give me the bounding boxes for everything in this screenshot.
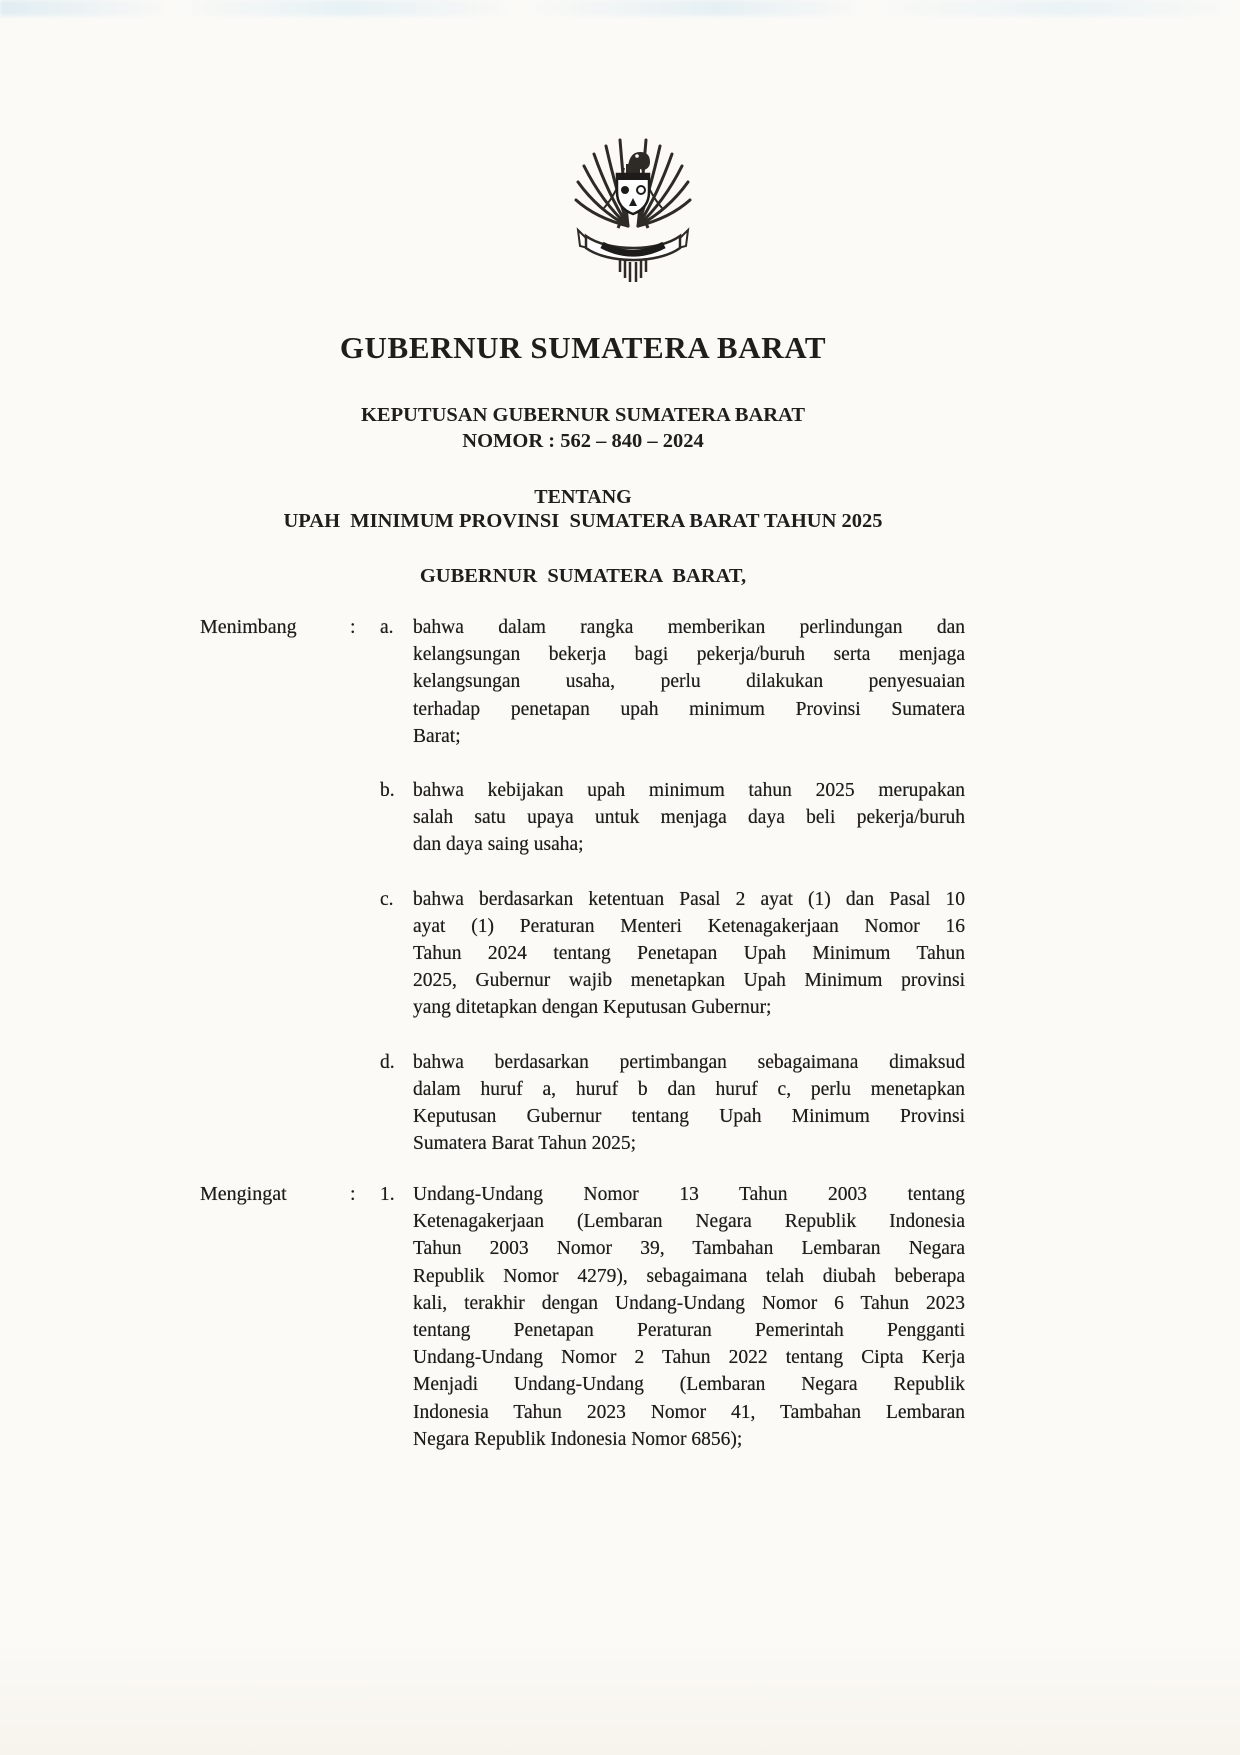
considering-item-d — [380, 1049, 965, 1158]
authority-title: GUBERNUR SUMATERA BARAT — [339, 330, 827, 365]
text-line: Tahun 2003 Nomor 39, Tambahan Lembaran Negara — [413, 1238, 965, 1260]
item-marker: a. — [380, 617, 394, 638]
text-line: Keputusan Gubernur tentang Upah Minimum Provinsi — [413, 1106, 965, 1128]
item-marker: 1. — [380, 1184, 395, 1205]
text-line: Negara Republik Indonesia Nomor 6856); — [413, 1428, 743, 1450]
text-line: 2025, Gubernur wajib menetapkan Upah Minimum provinsi — [413, 970, 965, 992]
text-line: kali, terakhir dengan Undang-Undang Nomor 6 Tahun 2023 — [413, 1292, 965, 1314]
item-marker: c. — [380, 888, 394, 910]
text-line: Tahun 2024 tentang Penetapan Upah Minimum Tahun — [413, 943, 965, 965]
item-marker: d. — [380, 1051, 395, 1073]
text-line: Republik Nomor 4279), sebagaimana telah diubah beberapa — [413, 1265, 965, 1287]
text-line: dalam huruf a, huruf b dan huruf c, perlu menetapkan — [413, 1078, 965, 1100]
text-line: bahwa berdasarkan ketentuan Pasal 2 ayat (1) dan Pasal 10 — [413, 888, 965, 910]
decree-subject: UPAH MINIMUM PROVINSI SUMATERA BARAT TAHUN 2025 — [283, 510, 883, 532]
text-line: Undang-Undang Nomor 13 Tahun 2003 tentang — [413, 1184, 965, 1205]
decree-number: NOMOR : 562 – 840 – 2024 — [462, 430, 704, 452]
considering-items — [380, 614, 965, 1157]
item-text — [413, 1049, 965, 1158]
text-line: bahwa kebijakan upah minimum tahun 2025 merupakan — [413, 780, 965, 802]
recalling-item-1 — [380, 1181, 965, 1453]
recalling-items — [380, 1181, 965, 1453]
item-text — [413, 886, 965, 1022]
text-line: bahwa dalam rangka memberikan perlindungan dan — [413, 617, 965, 638]
text-line: bahwa berdasarkan pertimbangan sebagaimana dimaksud — [413, 1051, 965, 1073]
scan-artifact-top — [0, 0, 1240, 16]
item-text — [413, 1181, 965, 1453]
decree-title: KEPUTUSAN GUBERNUR SUMATERA BARAT — [360, 404, 806, 426]
text-line: dan daya saing usaha; — [413, 834, 584, 856]
recalling-section — [200, 1181, 965, 1453]
text-line: Indonesia Tahun 2023 Nomor 41, Tambahan Lembaran — [413, 1401, 965, 1423]
considering-colon: : — [350, 616, 356, 638]
recalling-label: Mengingat — [200, 1183, 287, 1205]
item-text — [413, 614, 965, 750]
considering-label: Menimbang — [200, 616, 297, 638]
text-line: terhadap penetapan upah minimum Provinsi Sumatera — [413, 698, 965, 720]
text-line: tentang Penetapan Peraturan Pemerintah Pengganti — [413, 1320, 965, 1342]
considering-item-c — [380, 886, 965, 1022]
about-label: TENTANG — [534, 486, 632, 508]
item-text — [413, 777, 965, 859]
scan-artifact-bottom — [0, 1635, 1240, 1755]
considering-section — [200, 614, 965, 1157]
text-line: salah satu upaya untuk menjaga daya beli pekerja/buruh — [413, 807, 965, 829]
text-line: Sumatera Barat Tahun 2025; — [413, 1133, 637, 1155]
recalling-colon: : — [350, 1183, 356, 1205]
text-line: Menjadi Undang-Undang (Lembaran Negara Republik — [413, 1374, 965, 1396]
text-line: Undang-Undang Nomor 2 Tahun 2022 tentang Cipta Kerja — [413, 1347, 965, 1369]
considering-item-a — [380, 614, 965, 750]
text-line: Barat; — [413, 725, 461, 747]
text-line: ayat (1) Peraturan Menteri Ketenagakerjaan Nomor 16 — [413, 915, 965, 937]
text-line: Ketenagakerjaan (Lembaran Negara Republik Indonesia — [413, 1211, 965, 1233]
considering-item-b — [380, 777, 965, 859]
item-marker: b. — [380, 780, 395, 802]
salutation-line: GUBERNUR SUMATERA BARAT, — [419, 565, 747, 587]
garuda-pancasila-emblem-icon — [568, 128, 698, 297]
text-line: yang ditetapkan dengan Keputusan Gubernur; — [413, 997, 772, 1019]
text-line: kelangsungan usaha, perlu dilakukan penyesuaian — [413, 671, 965, 693]
text-line: kelangsungan bekerja bagi pekerja/buruh serta menjaga — [413, 644, 965, 666]
